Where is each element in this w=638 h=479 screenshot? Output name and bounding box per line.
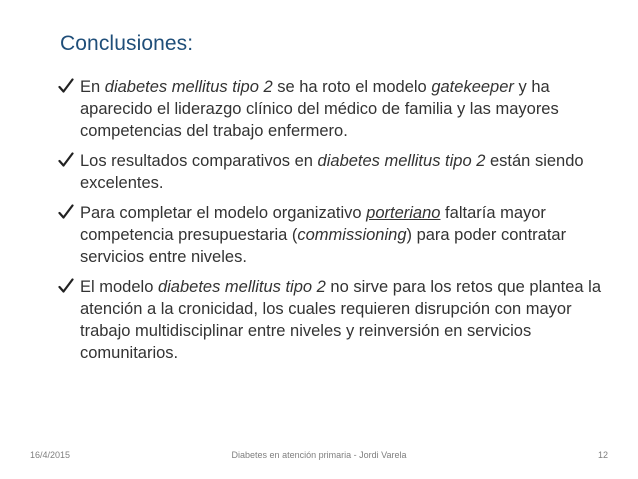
footer-date: 16/4/2015 (30, 450, 71, 460)
bullet-item (58, 202, 618, 268)
bullet-item (58, 150, 618, 194)
checkmark-icon (58, 151, 74, 169)
bullet-text: El modelo diabetes mellitus tipo 2 no sirve para los retos que plantea la atención a la cronicidad, los cuales requieren disrupción con mayor trabajo multidisciplinar entre niveles y reinversión en servicios comunitarios. (80, 278, 601, 362)
footer-title: Diabetes en atención primaria - Jordi Varela (231, 450, 407, 460)
checkmark-icon (58, 203, 74, 221)
checkmark-icon (58, 277, 74, 295)
bullet-list (58, 76, 618, 372)
bullet-text: Los resultados comparativos en diabetes mellitus tipo 2 están siendo excelentes. (80, 152, 584, 192)
slide-title: Conclusiones: (60, 32, 194, 55)
bullet-item (58, 276, 618, 364)
bullet-item (58, 76, 618, 142)
bullet-text: Para completar el modelo organizativo porteriano faltaría mayor competencia presupuestaria (commissioning) para poder contratar servicios entre niveles. (80, 204, 567, 266)
footer-page-number: 12 (597, 450, 608, 460)
bullet-text: En diabetes mellitus tipo 2 se ha roto el modelo gatekeeper y ha aparecido el liderazgo clínico del médico de familia y las mayores competencias del trabajo enfermero. (80, 78, 559, 140)
checkmark-icon (58, 77, 74, 95)
